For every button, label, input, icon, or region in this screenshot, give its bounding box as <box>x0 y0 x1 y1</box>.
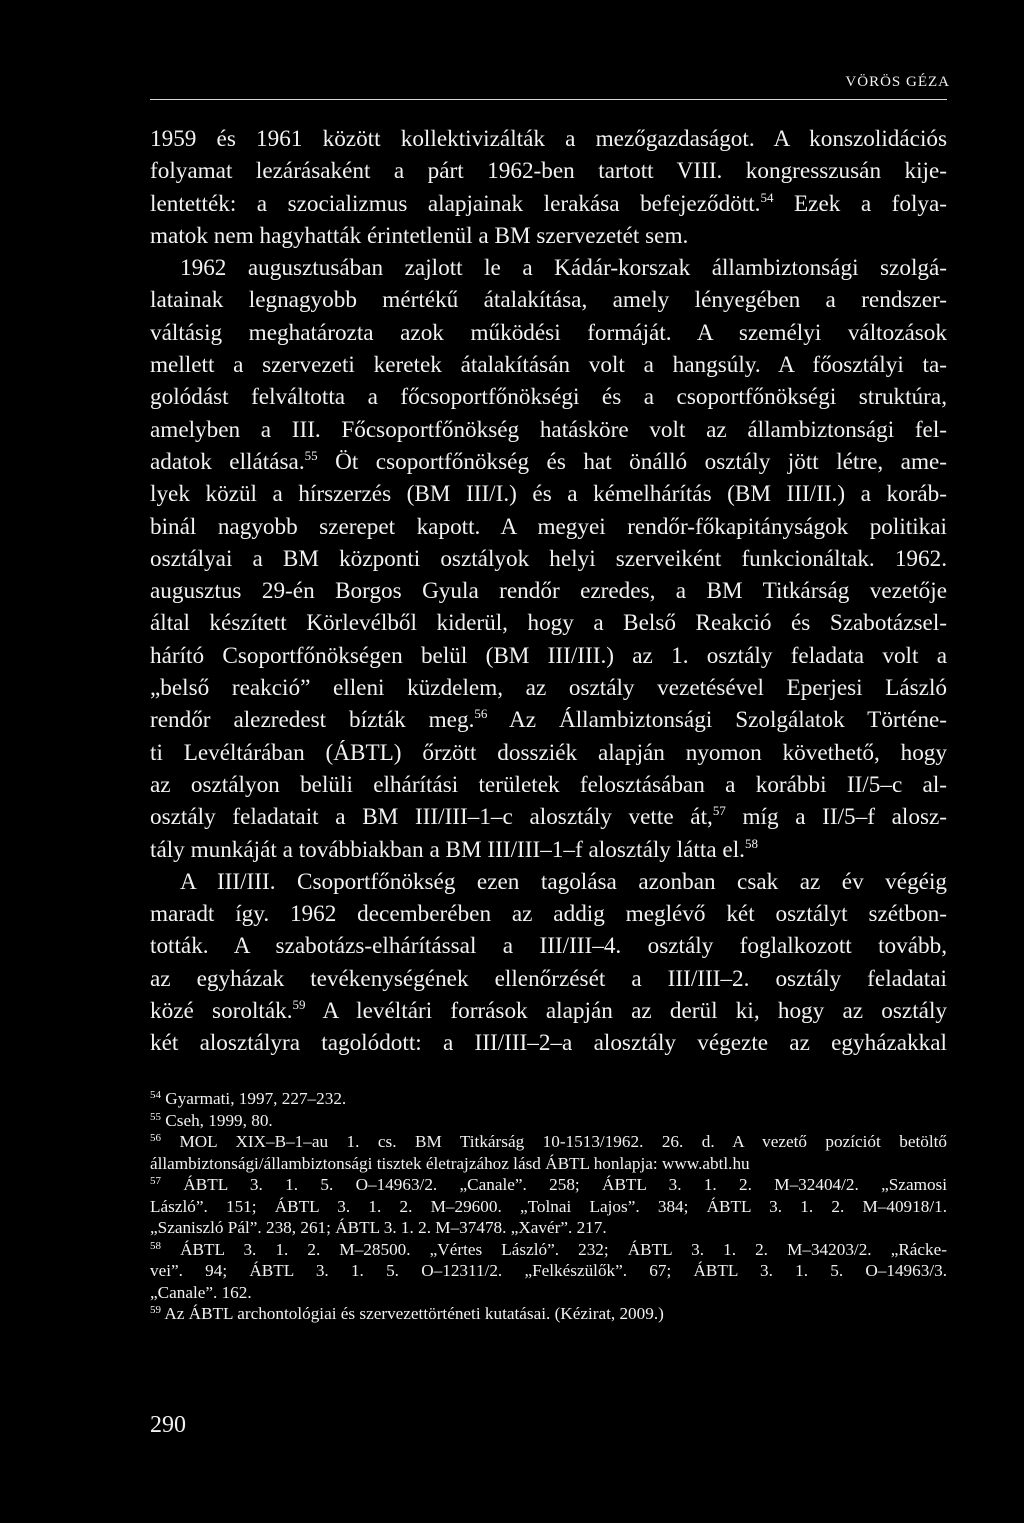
footnote-ref: 59 <box>292 997 306 1013</box>
header-rule <box>150 99 947 100</box>
main-text <box>150 123 947 1060</box>
text-line: hárító Csoportfőnökségen belül (BM III/III.) az 1. osztály feladata volt a <box>150 642 947 669</box>
text-line: közé sorolták.$^{59}$ A levéltári források alapján az derül ki, hogy az osztály <box>150 997 947 1025</box>
footnote-line: „Canale”. 162. <box>150 1282 252 1302</box>
text-line: „belső reakció” elleni küzdelem, az osztály vezetésével Eperjesi László <box>150 675 947 702</box>
text-line: augusztus 29-én Borgos Gyula rendőr ezredes, a BM Titkárság vezetője <box>150 578 947 605</box>
footnote-line: $^{59}$ Az ÁBTL archontológiai és szervezettörténeti kutatásai. (Kézirat, 2009.) <box>150 1304 664 1323</box>
text-line: osztályai a BM központi osztályok helyi szerveiként funkcionáltak. 1962. <box>150 545 947 572</box>
running-header: VÖRÖS GÉZA <box>845 74 950 90</box>
text-line: latainak legnagyobb mértékű átalakítása, amely lényegében a rendszer- <box>150 287 947 314</box>
text-line: lyek közül a hírszerzés (BM III/I.) és a kémelhárítás (BM III/II.) a koráb- <box>150 481 947 508</box>
footnote-line: $^{55}$ Cseh, 1999, 80. <box>150 1110 273 1130</box>
footnote-ref: 58 <box>744 835 758 851</box>
text-line: maradt így. 1962 decemberében az addig meglévő két osztályt szétbon- <box>150 901 947 928</box>
footnote-ref: 56 <box>474 706 488 722</box>
footnote-line: „Szaniszló Pál”. 238, 261; ÁBTL 3. 1. 2. M–37478. „Xavér”. 217. <box>150 1218 607 1237</box>
text-line: 1962 augusztusában zajlott le a Kádár-korszak állambiztonsági szolgá- <box>180 255 947 282</box>
text-line: váltásig meghatározta azok működési formáját. A személyi változások <box>150 319 947 346</box>
footnote-ref: 54 <box>760 189 774 205</box>
text-line: 1959 és 1961 között kollektivizálták a mezőgazdaságot. A konszolidációs <box>150 126 947 152</box>
text-line: adatok ellátása.$^{55}$ Öt csoportfőnökség és hat önálló osztály jött létre, ame- <box>150 447 948 475</box>
text-line: golódást felváltotta a főcsoportfőnökségi és a csoportfőnökségi struktúra, <box>150 384 947 411</box>
text-line: binál nagyobb szerepet kapott. A megyei rendőr-főkapitányságok politikai <box>150 513 947 540</box>
text-line: A III/III. Csoportfőnökség ezen tagolása azonban csak az év végéig <box>180 868 947 895</box>
footnote-number: 54 <box>150 1089 161 1101</box>
text-line: tották. A szabotázs-elhárítással a III/III–4. osztály foglalkozott tovább, <box>150 933 947 960</box>
text-line: az egyházak tevékenységének ellenőrzését a III/III–2. osztály feladatai <box>150 965 947 992</box>
text-line: által készített Körlevélből kiderül, hogy a Belső Reakció és Szabotázsel- <box>150 610 947 637</box>
footnote-number: 56 <box>150 1132 161 1144</box>
footnote-number: 58 <box>150 1239 161 1252</box>
footnote-line: állambiztonsági/állambiztonsági tisztek életrajzához lásd ÁBTL honlapja: www.abtl.hu <box>150 1153 750 1173</box>
footnote-number: 57 <box>150 1175 161 1187</box>
text-line: tály munkáját a továbbiakban a BM III/III–1–f alosztály látta el.$^{58}$ <box>150 835 758 863</box>
text-line: lentették: a szocializmus alapjainak lerakása befejeződött.$^{54}$ Ezek a folya- <box>150 189 947 217</box>
footnote-line: László”. 151; ÁBTL 3. 1. 2. M–29600. „Tolnai Lajos”. 384; ÁBTL 3. 1. 2. M–40918/1. <box>150 1196 947 1216</box>
text-line: folyamat lezárásaként a párt 1962-ben tartott VIII. kongresszusán kije- <box>150 158 947 185</box>
footnote-line: $^{54}$ Gyarmati, 1997, 227–232. <box>150 1089 347 1108</box>
text-line: mellett a szervezeti keretek átalakításán volt a hangsúly. A főosztályi ta- <box>150 352 947 379</box>
footnote-number: 55 <box>150 1110 161 1123</box>
footnote-line: $^{58}$ ÁBTL 3. 1. 2. M–28500. „Vértes László”. 232; ÁBTL 3. 1. 2. M–34203/2. „Ráckе- <box>150 1239 947 1259</box>
text-line: amelyben a III. Főcsoportfőnökség hatásköre volt az állambiztonsági fel- <box>150 416 947 443</box>
text-line: matok nem hagyhatták érintetlenül a BM szervezetét sem. <box>150 222 689 249</box>
text-line: ti Levéltárában (ÁBTL) őrzött dossziék alapján nyomon követhető, hogy <box>150 739 947 766</box>
text-line: két alosztályra tagolódott: a III/III–2–a alosztály végezte az egyházakkal <box>150 1030 947 1057</box>
footnote-number: 59 <box>150 1304 161 1316</box>
text-line: osztály feladatait a BM III/III–1–c alosztály vette át,$^{57}$ míg a II/5–f alosz- <box>150 803 947 831</box>
footnotes <box>150 1088 947 1325</box>
footnote-line: vei”. 94; ÁBTL 3. 1. 5. O–12311/2. „Felkészülők”. 67; ÁBTL 3. 1. 5. O–14963/3. <box>150 1261 947 1280</box>
footnote-ref: 57 <box>712 803 726 819</box>
footnote-ref: 55 <box>304 447 318 463</box>
text-line: rendőr alezredest bízták meg.$^{56}$ Az Állambiztonsági Szolgálatok Történe- <box>150 706 947 734</box>
page-number: 290 <box>150 1412 186 1438</box>
text-line: az osztályon belüli elhárítási területek felosztásában a korábbi II/5–c al- <box>150 771 947 798</box>
footnote-line: $^{57}$ ÁBTL 3. 1. 5. O–14963/2. „Canale”. 258; ÁBTL 3. 1. 2. M–32404/2. „Szamosi <box>150 1175 947 1194</box>
footnote-line: $^{56}$ MOL XIX–B–1–au 1. cs. BM Titkárság 10-1513/1962. 26. d. A vezető pozíciót betöltő <box>150 1132 947 1151</box>
